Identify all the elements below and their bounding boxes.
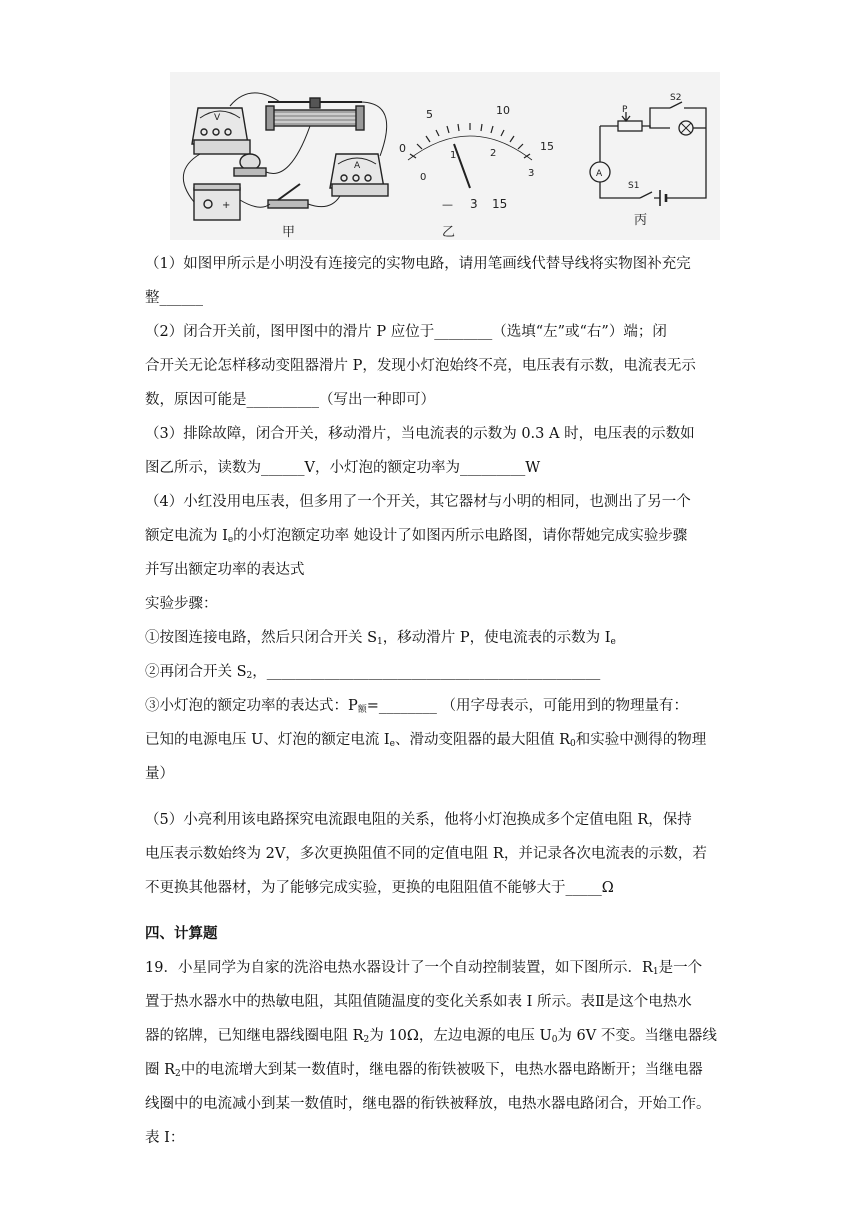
- q19-line6: 表 I：: [145, 1130, 185, 1146]
- circuit-label-p: P: [622, 105, 628, 115]
- dial-inner-2: 2: [490, 148, 497, 159]
- step-3-a: ③小灯泡的额定功率的表达式：P: [145, 698, 358, 714]
- dial-inner-0: 0: [420, 172, 427, 183]
- step-3-b: =________ （用字母表示，可能用到的物理量有：: [366, 698, 689, 714]
- terminal-15: 15: [492, 197, 508, 211]
- step-2: [145, 655, 720, 689]
- dial-inner-3: 3: [528, 168, 535, 179]
- rheostat-device: [266, 98, 364, 130]
- svg-text:V: V: [214, 113, 221, 123]
- q19-line1: [145, 951, 720, 985]
- q19-line3-sub: 2: [363, 1035, 370, 1045]
- q4-line2-sub: e: [227, 535, 234, 545]
- step-3-line2-c: 和实验中测得的物理: [575, 732, 707, 748]
- q19-line4-b: 中的电流增大到某一数值时，继电器的衔铁被吸下，电热水器电路断开；当继电器: [180, 1062, 703, 1078]
- q5-line1: （5）小亮利用该电路探究电流跟电阻的关系，他将小灯泡换成多个定值电阻 R，保持: [145, 812, 692, 828]
- step-3-line2-sub2: 0: [570, 739, 576, 749]
- figure-svg: [170, 72, 720, 240]
- q1-line2: 整______: [145, 290, 203, 306]
- q19-line1-b: 是一个: [658, 960, 703, 976]
- q19-line3-b: 为 10Ω，左边电源的电压 U: [369, 1028, 552, 1044]
- q2-line1: （2）闭合开关前，图甲图中的滑片 P 应位于________（选填“左”或“右”）端；闭: [145, 324, 667, 340]
- step-1-b: ，移动滑片 P，使电流表的示数为 I: [382, 630, 611, 646]
- step-1-sub2: e: [610, 637, 616, 647]
- dial-outer-5: 5: [426, 108, 433, 121]
- q19-line4-sub: 2: [175, 1069, 181, 1079]
- experiment-figure: [170, 72, 720, 240]
- step-3-sub: 额: [357, 705, 367, 715]
- step-3-line2: [145, 723, 720, 757]
- step-3: [145, 689, 720, 723]
- step-2-sub: 2: [246, 671, 253, 681]
- ammeter-device: [330, 154, 388, 196]
- step-3-line2-b: 、滑动变阻器的最大阻值 R: [395, 732, 571, 748]
- dial-outer-10: 10: [496, 104, 510, 117]
- svg-text:+: +: [222, 200, 231, 211]
- step-1-a: ①按图连接电路，然后只闭合开关 S: [145, 630, 378, 646]
- label-jia: 甲: [282, 225, 296, 240]
- q19-line3-sub2: 0: [551, 1035, 558, 1045]
- q19-line3: [145, 1019, 720, 1053]
- q19-line3-a: 器的铭牌，已知继电器线圈电阻 R: [145, 1028, 364, 1044]
- steps-title: 实验步骤：: [145, 596, 218, 612]
- q19-line1-a: 19．小星同学为自家的洗浴电热水器设计了一个自动控制装置，如下图所示．R: [145, 960, 653, 976]
- dial-outer-15: 15: [540, 140, 554, 153]
- step-1: [145, 621, 720, 655]
- q4-line1: （4）小红没用电压表，但多用了一个开关，其它器材与小明的相同，也测出了另一个: [145, 494, 691, 510]
- circuit-label-s1: S1: [628, 181, 640, 191]
- label-yi: 乙: [442, 225, 456, 240]
- q4-line2-a: 额定电流为 I: [145, 528, 228, 544]
- circuit-label-s2: S2: [670, 93, 682, 103]
- dial-inner-1: 1: [450, 150, 457, 161]
- q19-line2: 置于热水器水中的热敏电阻，其阻值随温度的变化关系如表 I 所示。表Ⅱ是这个电热水: [145, 994, 692, 1010]
- circuit-label-ammeter: A: [596, 169, 603, 179]
- section-heading: 四、计算题: [145, 926, 218, 942]
- q5-line2: 电压表示数始终为 2V，多次更换阻值不同的定值电阻 R，并记录各次电流表的示数，若: [145, 846, 707, 862]
- q19-line1-sub: 1: [652, 967, 659, 977]
- dial-outer-0: 0: [399, 142, 406, 155]
- q19-line4-a: 圈 R: [145, 1062, 176, 1078]
- q4-line2-b: 的小灯泡额定功率 她设计了如图丙所示电路图，请你帮她完成实验步骤: [233, 528, 688, 544]
- terminal-minus: —: [442, 198, 453, 211]
- step-2-a: ②再闭合开关 S: [145, 664, 247, 680]
- step-3-line2-a: 已知的电源电压 U、灯泡的额定电流 I: [145, 732, 390, 748]
- step-3-line2-sub: e: [389, 739, 395, 749]
- label-bing: 丙: [634, 213, 648, 228]
- q4-line2: [145, 519, 720, 553]
- step-2-b: ，______________________________________________: [252, 664, 601, 680]
- q19-line4: [145, 1053, 720, 1087]
- q2-line3: 数，原因可能是__________（写出一种即可）: [145, 392, 435, 408]
- step-1-sub: 1: [377, 637, 383, 647]
- q19-line3-c: 为 6V 不变。当继电器线: [557, 1028, 717, 1044]
- q3-line1: （3）排除故障，闭合开关，移动滑片，当电流表的示数为 0.3 A 时，电压表的示数如: [145, 426, 695, 442]
- step-3-line3: 量）: [145, 766, 174, 782]
- q4-line3: 并写出额定功率的表达式: [145, 562, 305, 578]
- q2-line2: 合开关无论怎样移动变阻器滑片 P，发现小灯泡始终不亮，电压表有示数，电流表无示: [145, 358, 696, 374]
- svg-text:A: A: [354, 161, 361, 171]
- q19-line5: 线圈中的电流减小到某一数值时，继电器的衔铁被释放，电热水器电路闭合，开始工作。: [145, 1096, 711, 1112]
- voltmeter-device: [192, 108, 250, 154]
- battery-device: [194, 184, 240, 220]
- q3-line2: 图乙所示，读数为______V，小灯泡的额定功率为_________W: [145, 460, 541, 476]
- q1-line1: （1）如图甲所示是小明没有连接完的实物电路，请用笔画线代替导线将实物图补充完: [145, 256, 691, 272]
- terminal-3: 3: [470, 197, 478, 211]
- q5-line3: 不更换其他器材，为了能够完成实验，更换的电阻阻值不能够大于_____Ω: [145, 880, 614, 896]
